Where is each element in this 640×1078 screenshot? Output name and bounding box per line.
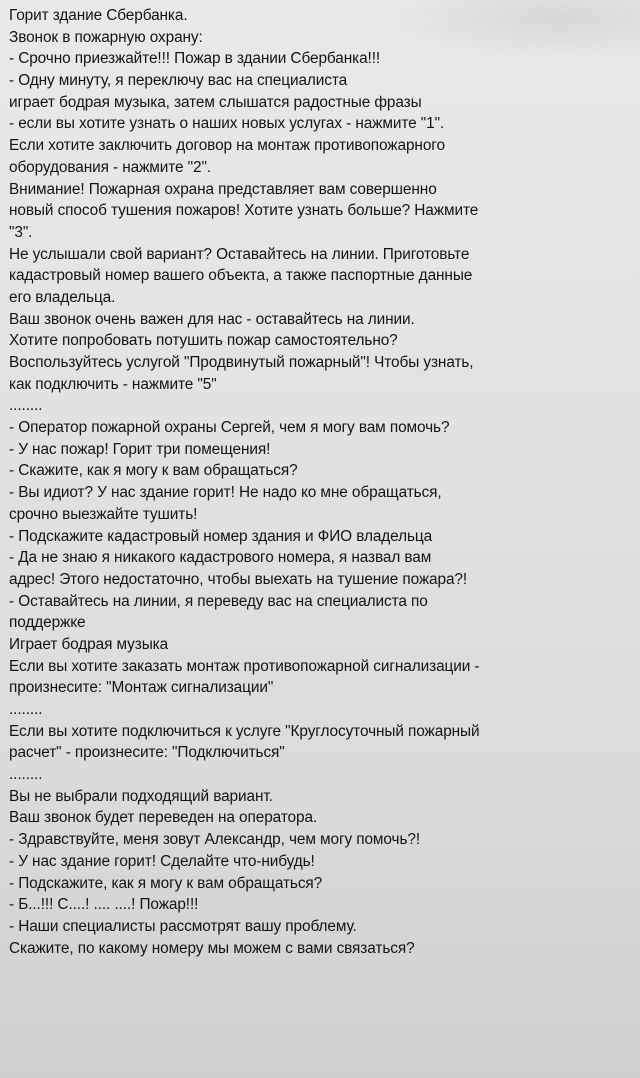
- text-line: Ваш звонок будет переведен на оператора.: [9, 809, 318, 827]
- text-line: - Да не знаю я никакого кадастрового номера, я назвал вам: [9, 549, 432, 567]
- text-line: новый способ тушения пожаров! Хотите узнать больше? Нажмите: [9, 202, 479, 220]
- text-line: Если вы хотите подключиться к услуге "Круглосуточный пожарный: [9, 722, 480, 740]
- text-line: - Одну минуту, я переключу вас на специалиста: [9, 72, 348, 90]
- text-line: Воспользуйтесь услугой "Продвинутый пожарный"! Чтобы узнать,: [9, 354, 474, 371]
- text-line: Вы не выбрали подходящий вариант.: [9, 787, 273, 805]
- joke-text-block: [9, 5, 633, 959]
- text-line: оборудования - нажмите "2".: [9, 158, 212, 176]
- text-line: - Б...!!! С....! .... ....! Пожар!!!: [9, 896, 199, 914]
- text-line: - если вы хотите узнать о наших новых услугах - нажмите "1".: [9, 115, 445, 133]
- text-line: Звонок в пожарную охрану:: [9, 28, 203, 46]
- text-line: Если хотите заключить договор на монтаж противопожарного: [9, 137, 445, 155]
- text-line: играет бодрая музыка, затем слышатся радостные фразы: [9, 93, 422, 111]
- text-line: - Наши специалисты рассмотрят вашу проблему.: [9, 917, 357, 935]
- text-line: адрес! Этого недостаточно, чтобы выехать на тушение пожара?!: [9, 570, 468, 588]
- text-line: - Оставайтесь на линии, я переведу вас на специалиста по: [9, 592, 428, 610]
- text-line: - Оператор пожарной охраны Сергей, чем я могу вам помочь?: [9, 419, 450, 437]
- text-line: Если вы хотите заказать монтаж противопожарной сигнализации -: [9, 657, 480, 675]
- text-line: поддержке: [9, 614, 86, 632]
- text-line: - Скажите, как я могу к вам обращаться?: [9, 462, 298, 480]
- text-line: - У нас пожар! Горит три помещения!: [9, 440, 271, 458]
- text-line: Внимание! Пожарная охрана представляет вам совершенно: [9, 180, 437, 198]
- text-line: ........: [9, 701, 43, 718]
- text-line: срочно выезжайте тушить!: [9, 505, 198, 523]
- text-line: Не услышали свой вариант? Оставайтесь на линии. Приготовьте: [9, 245, 470, 263]
- text-line: произнесите: "Монтаж сигнализации": [9, 679, 274, 697]
- text-line: - У нас здание горит! Сделайте что-нибудь!: [9, 852, 315, 870]
- text-line: "3".: [9, 223, 33, 241]
- text-line: - Подскажите кадастровый номер здания и ФИО владельца: [9, 527, 433, 545]
- text-line: Играет бодрая музыка: [9, 635, 169, 653]
- text-line: Хотите попробовать потушить пожар самостоятельно?: [9, 332, 398, 350]
- text-line: его владельца.: [9, 288, 116, 306]
- text-line: кадастровый номер вашего объекта, а также паспортные данные: [9, 267, 473, 285]
- text-line: расчет" - произнесите: "Подключиться": [9, 744, 285, 762]
- text-line: - Подскажите, как я могу к вам обращаться?: [9, 874, 323, 892]
- text-line: ........: [9, 766, 43, 784]
- text-line: как подключить - нажмите "5": [9, 375, 217, 393]
- text-line: ........: [9, 397, 43, 415]
- text-line: - Вы идиот? У нас здание горит! Не надо ко мне обращаться,: [9, 484, 442, 502]
- text-line: - Срочно приезжайте!!! Пожар в здании Сбербанка!!!: [9, 50, 381, 68]
- text-line: Ваш звонок очень важен для нас - оставайтесь на линии.: [9, 310, 415, 328]
- text-line: Горит здание Сбербанка.: [9, 7, 188, 24]
- text-line: - Здравствуйте, меня зовут Александр, чем могу помочь?!: [9, 831, 421, 849]
- text-line: Скажите, по какому номеру мы можем с вами связаться?: [9, 939, 415, 957]
